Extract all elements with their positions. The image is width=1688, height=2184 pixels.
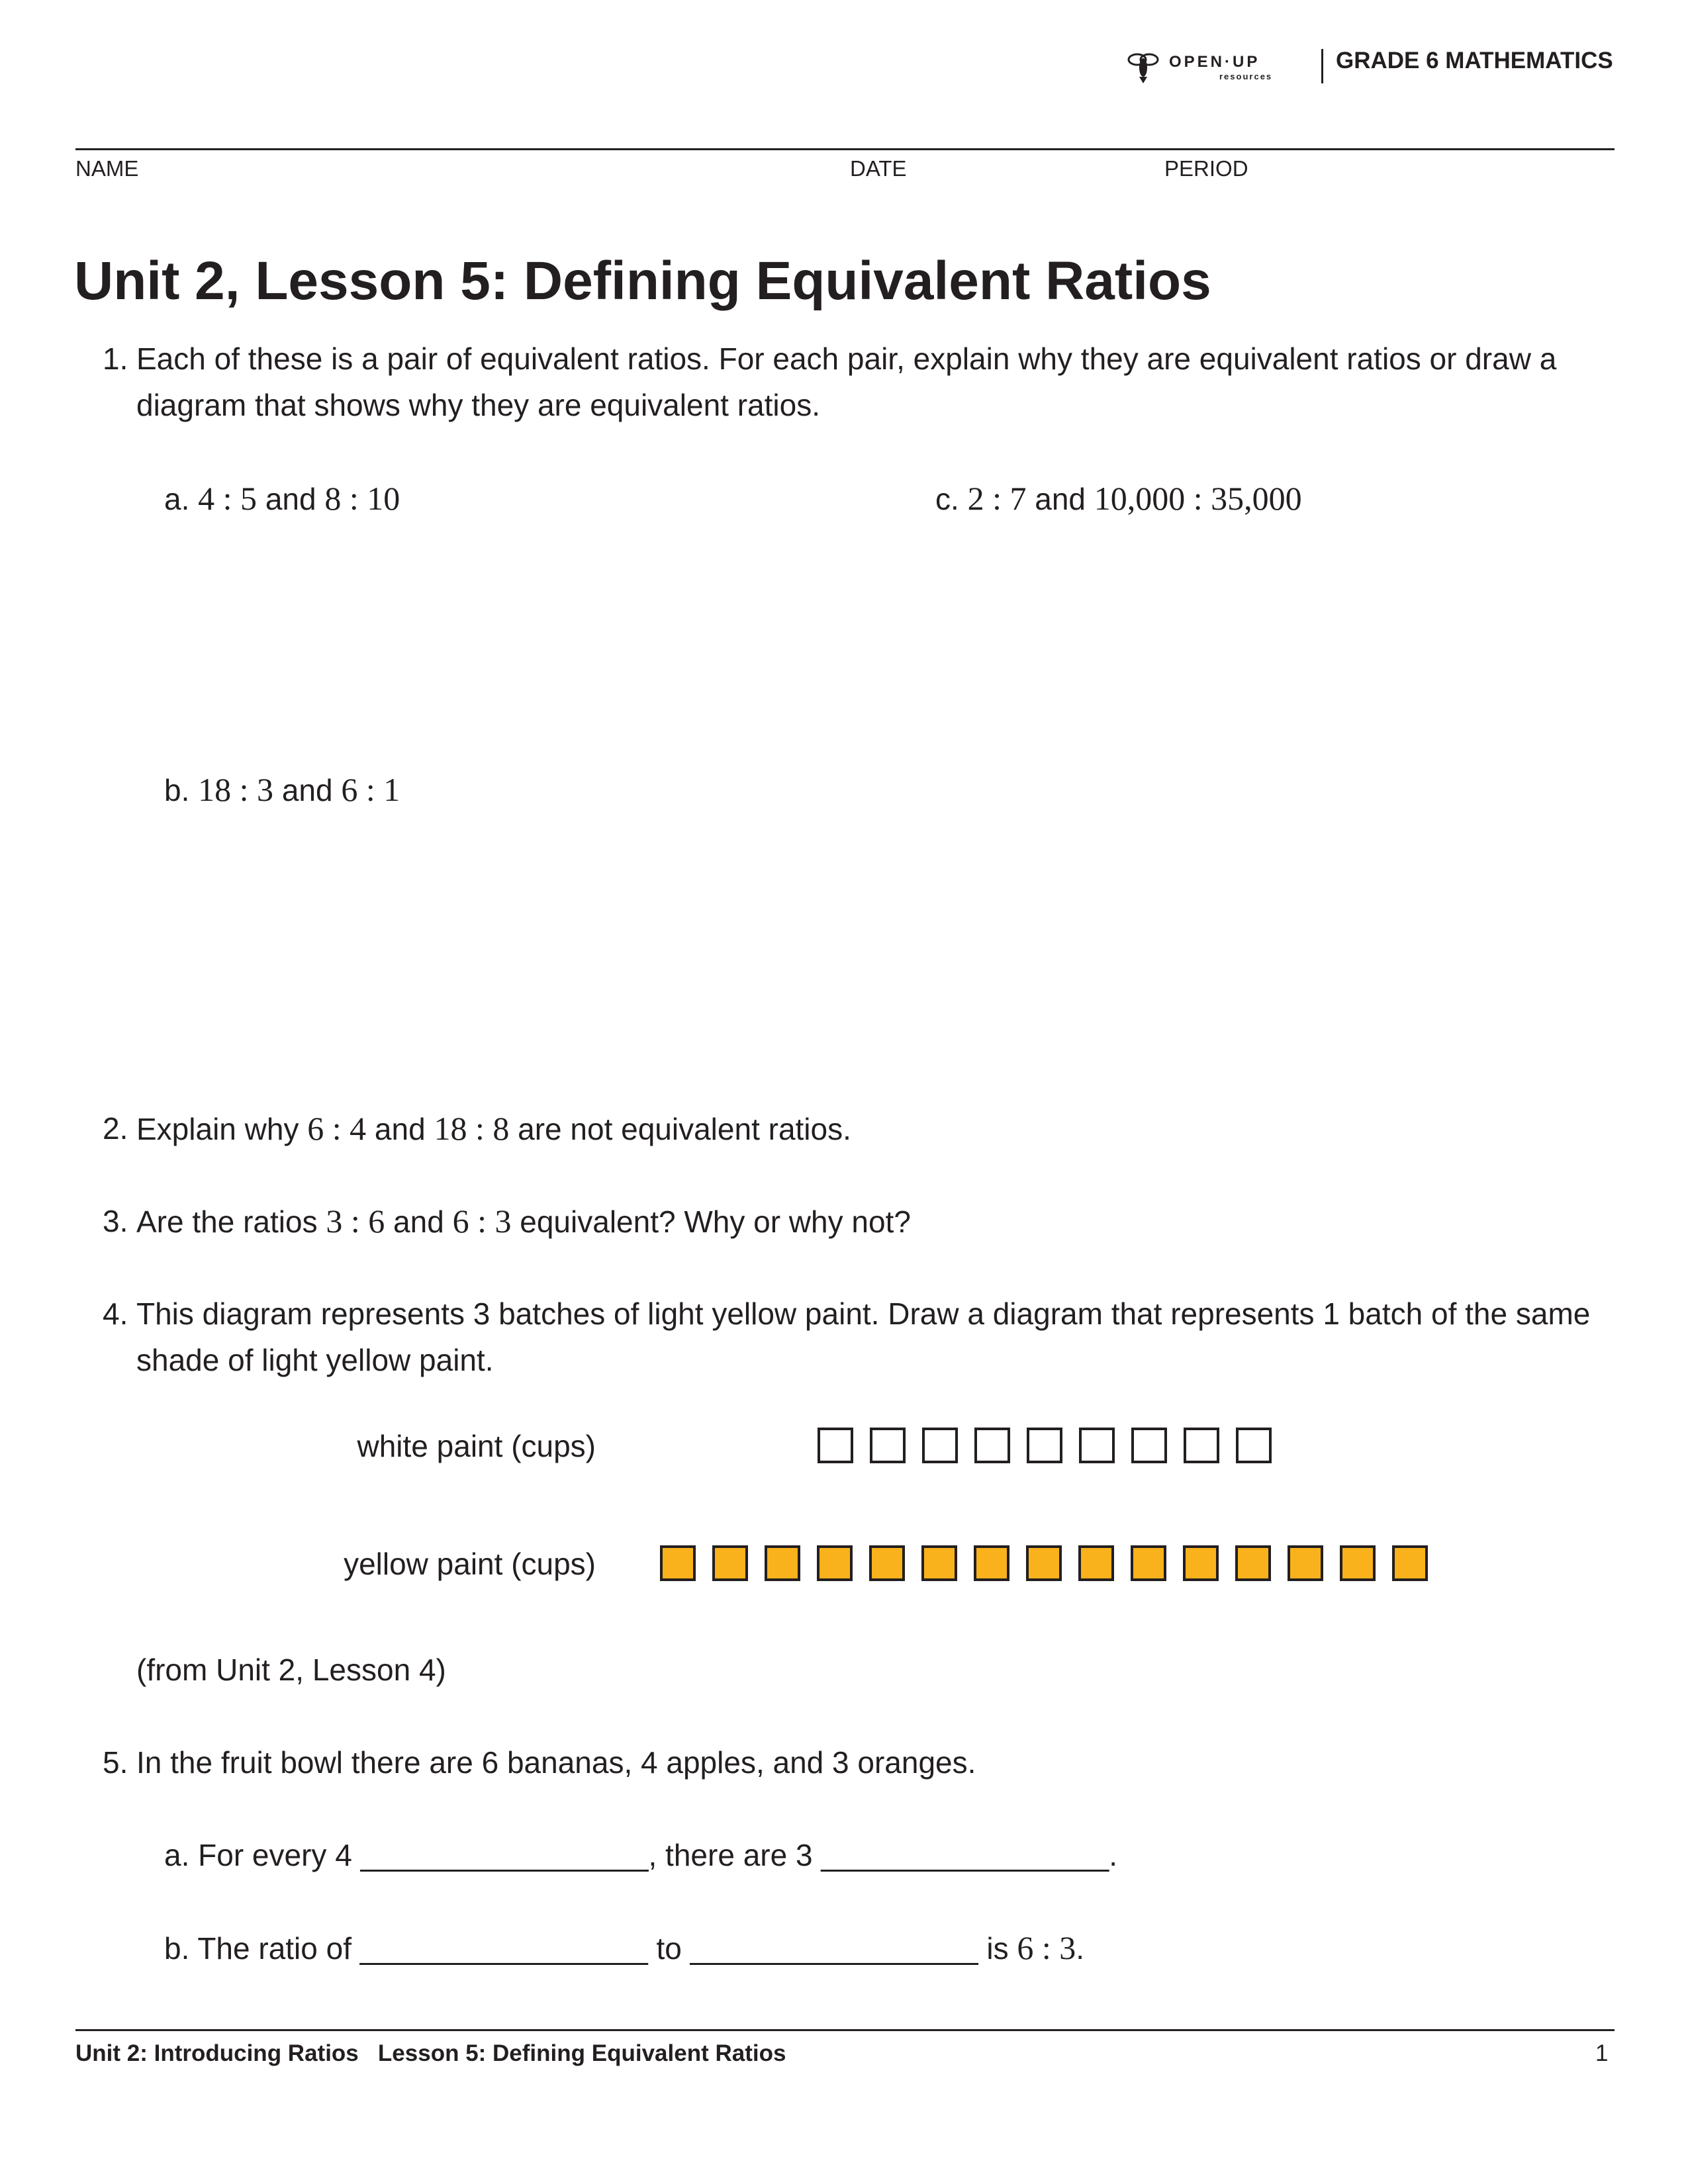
footer-line <box>75 2029 1615 2031</box>
yellow-cup-box <box>869 1545 905 1581</box>
q5a-part-2: , there are 3 <box>648 1838 813 1872</box>
q2-and: and <box>374 1112 426 1146</box>
yellow-cup-box <box>1288 1545 1323 1581</box>
q5b-blank-1[interactable]: _________________ <box>359 1931 648 1966</box>
q1c-and: and <box>1035 482 1086 516</box>
white-cup-box <box>1131 1428 1167 1463</box>
q5b-blank-2[interactable]: _________________ <box>690 1931 978 1966</box>
q1b-ratio-2: 6 : 1 <box>341 771 400 808</box>
q5a-blank-2[interactable]: _________________ <box>821 1838 1109 1872</box>
q5b-item <box>164 1925 1084 1972</box>
q2-number: 2. <box>103 1111 128 1146</box>
q1a-item <box>164 475 400 522</box>
q2-ratio-2: 18 : 8 <box>434 1110 510 1147</box>
q1c-ratio-2: 10,000 : 35,000 <box>1094 480 1302 517</box>
white-cup-box <box>870 1428 906 1463</box>
q3-ratio-1: 3 : 6 <box>326 1203 385 1240</box>
q5a-part-3: . <box>1109 1838 1118 1872</box>
q1a-label: a. <box>164 482 190 516</box>
yellow-cup-box <box>974 1545 1009 1581</box>
q5-text: In the fruit bowl there are 6 bananas, 4 apples, and 3 oranges. <box>136 1745 976 1780</box>
q5a-blank-1[interactable]: _________________ <box>360 1838 649 1872</box>
logo-subtext: resources <box>1219 71 1273 81</box>
q3-text <box>136 1198 911 1245</box>
white-cup-box <box>1236 1428 1272 1463</box>
q1c-ratio-1: 2 : 7 <box>967 480 1027 517</box>
q1-text: Each of these is a pair of equivalent ratios. For each pair, explain why they are equivalent ratios or draw a diagram that shows why they are equivalent ratios. <box>136 341 1557 422</box>
q1-number: 1. <box>103 341 128 376</box>
q5b-part-4: . <box>1076 1931 1085 1966</box>
q1c-item <box>935 475 1302 522</box>
q1b-and: and <box>281 773 333 807</box>
footer-text: Unit 2: Introducing Ratios Lesson 5: Defining Equivalent Ratios <box>75 2040 786 2066</box>
yellow-cup-box <box>1340 1545 1376 1581</box>
q2-pre: Explain why <box>136 1112 299 1146</box>
logo-wordmark: OPEN·UP <box>1169 53 1260 71</box>
q3-pre: Are the ratios <box>136 1205 318 1239</box>
yellow-cup-box <box>1183 1545 1219 1581</box>
q3-post: equivalent? Why or why not? <box>520 1205 911 1239</box>
q1b-item <box>164 766 400 813</box>
q5a-item <box>164 1832 1117 1878</box>
yellow-cup-box <box>1235 1545 1271 1581</box>
white-cup-box <box>1184 1428 1219 1463</box>
yellow-cup-box <box>1131 1545 1166 1581</box>
yellow-cup-box <box>712 1545 748 1581</box>
q5b-part-2: to <box>656 1931 682 1966</box>
q5a-label: a. <box>164 1838 190 1872</box>
date-label: DATE <box>850 156 907 181</box>
yellow-cup-box <box>1392 1545 1428 1581</box>
white-cup-box <box>1079 1428 1115 1463</box>
q4-text: This diagram represents 3 batches of light yellow paint. Draw a diagram that represents 1 batch of the same shade of light yellow paint. <box>136 1297 1591 1377</box>
q3-ratio-2: 6 : 3 <box>452 1203 512 1240</box>
q2-text <box>136 1105 851 1152</box>
name-line <box>75 148 1615 150</box>
name-label: NAME <box>75 156 139 181</box>
q5b-label: b. <box>164 1931 190 1966</box>
white-paint-label: white paint (cups) <box>357 1429 596 1463</box>
yellow-cup-box <box>1026 1545 1062 1581</box>
grade-label: GRADE 6 MATHEMATICS <box>1336 48 1613 73</box>
period-label: PERIOD <box>1164 156 1248 181</box>
page-title: Unit 2, Lesson 5: Defining Equivalent Ratios <box>74 251 1211 311</box>
q1a-and: and <box>265 482 316 516</box>
q5b-ratio: 6 : 3 <box>1017 1929 1076 1966</box>
q4-number: 4. <box>103 1297 128 1331</box>
q5-number: 5. <box>103 1745 128 1780</box>
q1a-ratio-1: 4 : 5 <box>198 480 258 517</box>
yellow-cup-box <box>1078 1545 1114 1581</box>
q1b-label: b. <box>164 773 190 807</box>
white-cup-box <box>1027 1428 1062 1463</box>
yellow-paint-label: yellow paint (cups) <box>344 1547 596 1581</box>
white-cup-box <box>922 1428 958 1463</box>
yellow-cup-box <box>921 1545 957 1581</box>
q5b-part-1: The ratio of <box>197 1931 352 1966</box>
q2-ratio-1: 6 : 4 <box>307 1110 367 1147</box>
q2-post: are not equivalent ratios. <box>518 1112 851 1146</box>
yellow-cup-box <box>765 1545 800 1581</box>
yellow-cup-box <box>817 1545 853 1581</box>
q3-and: and <box>393 1205 444 1239</box>
white-cup-box <box>974 1428 1010 1463</box>
q3-number: 3. <box>103 1204 128 1238</box>
q5b-part-3: is <box>986 1931 1009 1966</box>
q1c-label: c. <box>935 482 959 516</box>
q4-source: (from Unit 2, Lesson 4) <box>136 1653 446 1687</box>
q1b-ratio-1: 18 : 3 <box>198 771 274 808</box>
yellow-cup-box <box>660 1545 696 1581</box>
q1a-ratio-2: 8 : 10 <box>324 480 400 517</box>
q5a-part-1: For every 4 <box>198 1838 352 1872</box>
page-number: 1 <box>1595 2040 1609 2066</box>
header-divider <box>1321 49 1323 83</box>
white-cup-box <box>818 1428 853 1463</box>
